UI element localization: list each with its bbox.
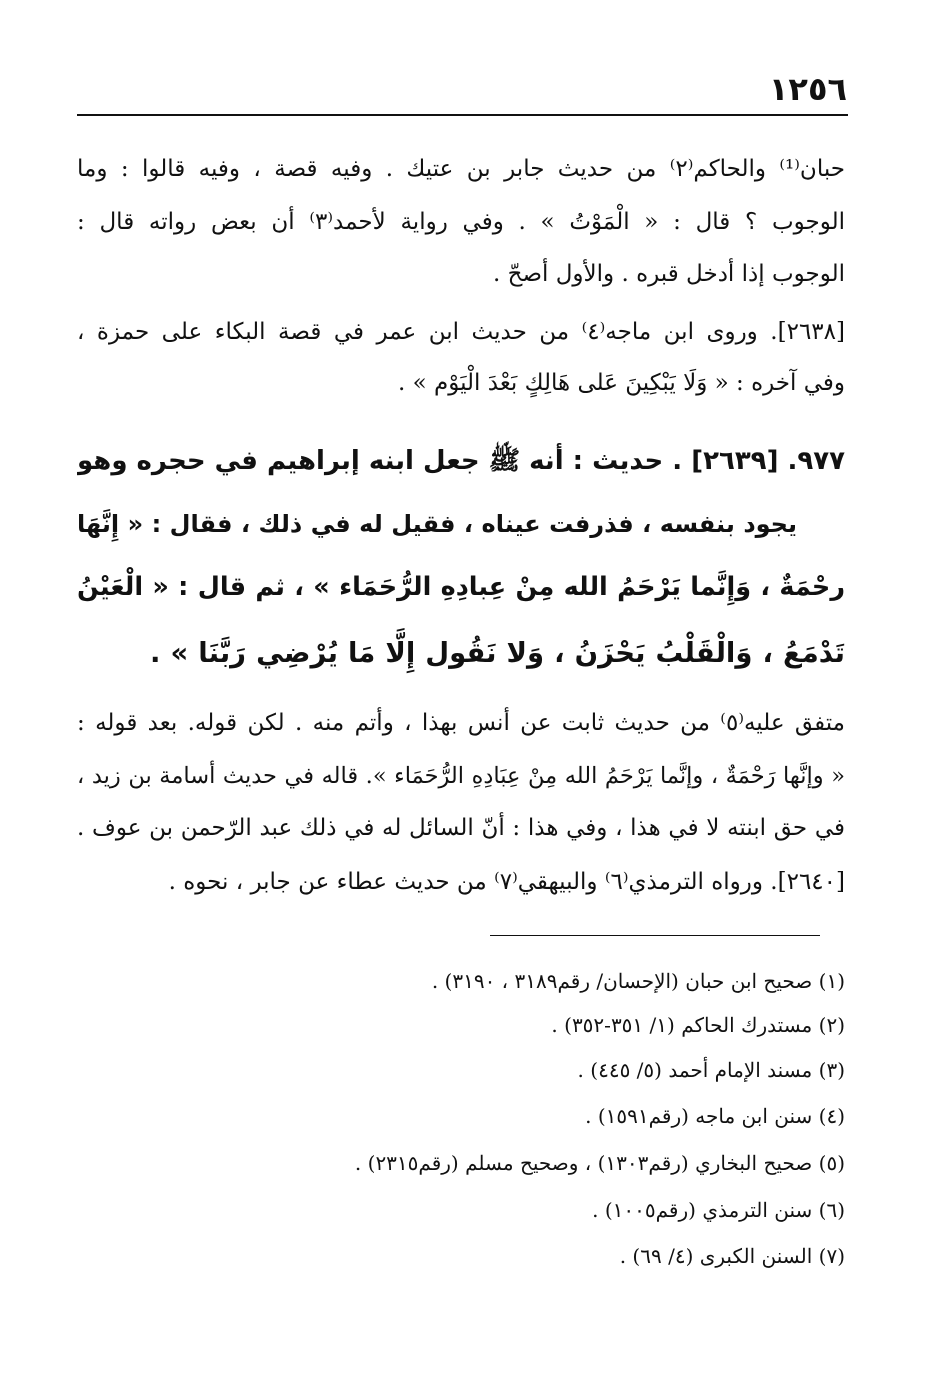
footnote-1: (١) صحيح ابن حبان (الإحسان/ رقم٣١٨٩ ، ٣١٩٠) . [431, 969, 845, 993]
commentary-line-3: في حق ابنته لا في هذا ، وفي هذا : أنّ السائل له في ذلك عبد الرّحمن بن عوف . [77, 815, 845, 841]
body-line-5: وفي آخره : « وَلَا يَبْكِينَ عَلى هَالِكٍ بَعْدَ الْيَوْم » . [397, 370, 845, 396]
footnote-3: (٣) مسند الإمام أحمد (٥/ ٤٤٥) . [577, 1058, 845, 1082]
footnote-6: (٦) سنن الترمذي (رقم١٠٠٥) . [592, 1198, 845, 1222]
footnote-separator [490, 935, 820, 936]
commentary-line-4: [٢٦٤٠]. ورواه الترمذي⁽٦⁾ والبيهقي⁽٧⁾ من حديث عطاء عن جابر ، نحوه . [168, 869, 845, 895]
body-line-4: [٢٦٣٨]. وروى ابن ماجه⁽٤⁾ من حديث ابن عمر في قصة البكاء على حمزة ، [77, 319, 845, 345]
body-line-1: حبان⁽¹⁾ والحاكم⁽٢⁾ من حديث جابر بن عتيك . وفيه قصة ، وفيه قالوا : وما [77, 156, 845, 182]
footnote-7: (٧) السنن الكبرى (٤/ ٦٩) . [619, 1244, 845, 1268]
footnote-5: (٥) صحيح البخاري (رقم١٣٠٣) ، وصحيح مسلم (رقم٢٣١٥) . [354, 1151, 845, 1175]
footnote-2: (٢) مستدرك الحاكم (١/ ٣٥١-٣٥٢) . [551, 1013, 845, 1037]
footnote-4: (٤) سنن ابن ماجه (رقم١٥٩١) . [585, 1104, 845, 1128]
hadith-line-2: يجود بنفسه ، فذرفت عيناه ، فقيل له في ذلك ، فقال : « إِنَّهَا [77, 510, 797, 538]
body-line-2: الوجوب ؟ قال : « الْمَوْتُ » . وفي رواية لأحمد⁽٣⁾ أن بعض رواته قال : [77, 209, 845, 235]
commentary-line-1: متفق عليه⁽٥⁾ من حديث ثابت عن أنس بهذا ، وأتم منه . لكن قوله. بعد قوله : [77, 710, 845, 736]
hadith-line-1: ٩٧٧. [٢٦٣٩] . حديث : أنه ﷺ جعل ابنه إبراهيم في حجره وهو [77, 446, 845, 476]
body-line-3: الوجوب إذا أدخل قبره . والأول أصحّ . [493, 261, 845, 287]
hadith-line-4: تَدْمَعُ ، وَالْقَلْبُ يَحْزَنُ ، وَلا نَقُول إِلَّا مَا يُرْضِي رَبَّنَا » . [150, 637, 845, 669]
page-number: ١٢٥٦ [768, 70, 847, 108]
header-rule [77, 114, 848, 116]
commentary-line-2: « وإنَّها رَحْمَةٌ ، وإنَّما يَرْحَمُ الله مِنْ عِبَادِهِ الرُّحَمَاء ». قاله في حديث أسامة بن زيد ، [77, 763, 845, 789]
hadith-line-3: رحْمَةٌ ، وَإِنَّما يَرْحَمُ الله مِنْ عِبادِهِ الرُّحَمَاء » ، ثم قال : « الْعَيْنُ [77, 572, 845, 602]
